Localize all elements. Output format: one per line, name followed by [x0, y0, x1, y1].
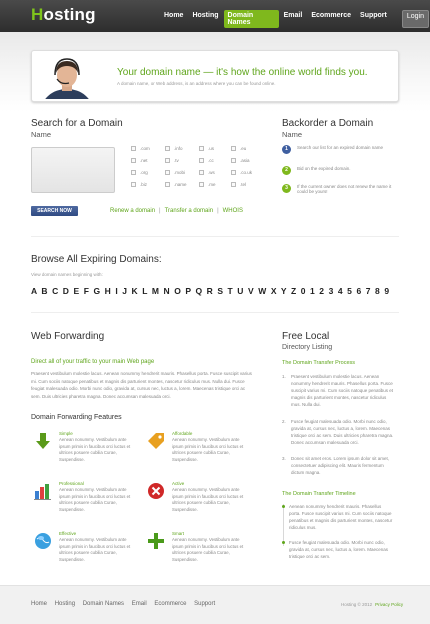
tld-checkbox-group: [131, 146, 261, 192]
tld-label: .ws: [208, 170, 215, 175]
browse-title: Browse All Expiring Domains:: [31, 254, 162, 265]
price-tag-icon: [146, 431, 166, 451]
search-title: Search for a Domain: [31, 118, 123, 129]
whois-link[interactable]: WHOIS: [222, 208, 243, 214]
search-subtitle: Name: [31, 130, 52, 139]
tld-option[interactable]: [165, 170, 185, 175]
main-nav: [160, 10, 430, 28]
tld-option[interactable]: [231, 146, 246, 151]
step-text: Search our list for an expired domain name: [297, 145, 384, 150]
feature-professional: [33, 481, 153, 521]
bar-chart-icon: [33, 481, 53, 501]
tld-label: .me: [208, 182, 216, 187]
footer-link-home[interactable]: Home: [31, 601, 48, 607]
nav-email[interactable]: Email: [283, 12, 303, 19]
transfer-process-title: The Domain Transfer Process: [282, 360, 356, 366]
tld-checkbox[interactable]: [165, 146, 170, 151]
site-logo[interactable]: [31, 5, 96, 25]
backorder-step: [282, 145, 392, 154]
tld-label: .net: [140, 158, 148, 163]
feature-description: Aenean nonummy. Vestibulum ante ipsum primis in faucibus orci luctus et ultrices posuere cubilia Curae, Suspendisse.: [172, 437, 244, 462]
feature-name: Effective: [59, 531, 77, 536]
privacy-policy-link[interactable]: Privacy Policy: [375, 602, 404, 607]
timeline-text: Aenean nonummy hendrerit mauris. Phasellus porta. Fusce suscipit varius mi. Cum sociis natoque penatibus et magnis dis parturient montes, nascetur ridiculus mus.: [289, 504, 393, 530]
support-operator-image: [37, 53, 97, 99]
globe-icon: [33, 531, 53, 551]
tld-checkbox[interactable]: [131, 182, 136, 187]
tld-option[interactable]: [165, 146, 183, 151]
tld-label: .biz: [140, 182, 148, 187]
web-forwarding-tagline: Direct all of your traffic to your main Web page: [31, 359, 155, 365]
banner-subtitle: A domain name, or Web address, is an address where you can be found online.: [117, 81, 276, 86]
process-number: 1.: [282, 374, 286, 379]
search-now-button[interactable]: SEARCH NOW: [31, 206, 78, 216]
tld-option[interactable]: [199, 170, 215, 175]
banner-title: Your domain name — it's how the online world finds you.: [117, 67, 368, 78]
tld-checkbox[interactable]: [231, 158, 236, 163]
tld-label: .mobi: [174, 170, 186, 175]
tld-option[interactable]: [231, 158, 250, 163]
feature-description: Aenean nonummy. Vestibulum ante ipsum primis in faucibus orci luctus et ultrices posuere cubilia Curae, Suspendisse.: [59, 437, 131, 462]
nav-home[interactable]: Home: [164, 12, 184, 19]
nav-support[interactable]: Support: [360, 12, 387, 19]
tld-checkbox[interactable]: [131, 158, 136, 163]
feature-name: Professional: [59, 481, 84, 486]
tld-option[interactable]: [165, 158, 179, 163]
timeline-dot: [282, 505, 285, 508]
feature-name: Simple: [59, 431, 73, 436]
feature-simple: [33, 431, 153, 471]
step-number-badge: 3: [282, 184, 291, 193]
nav-domain-names[interactable]: Domain Names: [224, 10, 279, 28]
step-text: Bid on the expired domain.: [297, 166, 351, 171]
tld-option[interactable]: [131, 182, 147, 187]
feature-name: Affordable: [172, 431, 193, 436]
tld-label: .eu: [240, 146, 247, 151]
tld-checkbox[interactable]: [165, 170, 170, 175]
feature-effective: [33, 531, 153, 571]
tld-option[interactable]: [199, 182, 216, 187]
free-local-title: Free Local: [282, 331, 330, 342]
tld-checkbox[interactable]: [165, 182, 170, 187]
process-number: 3.: [282, 456, 286, 461]
transfer-timeline-title: The Domain Transfer Timeline: [282, 491, 356, 497]
plus-icon: [146, 531, 166, 551]
copyright: [341, 602, 403, 607]
step-number-badge: 1: [282, 145, 291, 154]
timeline-text: Fusce feugiat malesuada odio. Morbi nunc odio, gravida at, cursus nec, luctus a, lorem. Maecenas tristique orci ac sem.: [289, 540, 389, 559]
footer-nav: [31, 601, 221, 607]
tld-option[interactable]: [131, 170, 148, 175]
step-text: If the current owner does not renew the name it could be yours!: [297, 184, 392, 194]
footer-link-email[interactable]: Email: [131, 601, 147, 607]
alphabet-links[interactable]: A B C D E F G H I J K L M N O P Q R S T U V W X Y Z 0 1 2 3 4 5 6 7 8 9: [31, 286, 391, 296]
backorder-step: [282, 166, 392, 175]
tld-label: .info: [174, 146, 183, 151]
logo-text: osting: [43, 5, 96, 24]
tld-checkbox[interactable]: [199, 170, 204, 175]
tld-checkbox[interactable]: [165, 158, 170, 163]
domain-search-input[interactable]: [31, 147, 115, 193]
backorder-step: [282, 184, 392, 194]
tld-option[interactable]: [165, 182, 187, 187]
tld-option[interactable]: [131, 158, 148, 163]
renew-domain-link[interactable]: Renew a domain: [110, 208, 156, 214]
feature-description: Aenean nonummy. Vestibulum ante ipsum primis in faucibus orci luctus et ultrices posuere cubilia Curae, Suspendisse.: [172, 537, 244, 562]
footer-link-domain-names[interactable]: Domain Names: [82, 601, 125, 607]
tld-label: .name: [174, 182, 187, 187]
tld-checkbox[interactable]: [199, 182, 204, 187]
tld-option[interactable]: [199, 158, 214, 163]
tld-option[interactable]: [199, 146, 214, 151]
login-button[interactable]: Login: [402, 10, 429, 28]
browse-subtitle: View domain names beginning with:: [31, 272, 103, 277]
section-divider: [31, 236, 399, 237]
free-local-subtitle: Directory Listing: [282, 344, 333, 351]
timeline-line: [283, 504, 284, 546]
nav-hosting[interactable]: Hosting: [192, 12, 219, 19]
step-number-badge: 2: [282, 166, 291, 175]
tld-label: .cc: [208, 158, 214, 163]
process-text: Praesent vestibulum molestie lacus. Aenean nonummy hendrerit mauris. Phasellus porta. Fusce suscipit varius mi. Cum sociis natoque penatibus et magnis dis parturient montes, nascetur ridiculus mus. Nulla dui.: [291, 374, 394, 407]
tld-label: .asia: [240, 158, 250, 163]
tld-checkbox[interactable]: [231, 182, 236, 187]
download-arrow-icon: [33, 431, 53, 451]
tld-label: .tv: [174, 158, 179, 163]
tld-checkbox[interactable]: [199, 146, 204, 151]
tld-label: .com: [140, 146, 150, 151]
timeline-dot: [282, 541, 285, 544]
tld-checkbox[interactable]: [131, 170, 136, 175]
feature-name: Smart: [172, 531, 185, 536]
process-text: Fusce feugiat malesuada odio. Morbi nunc odio, gravida at, cursus nec, luctus a, lorem. Maecenas tristique orci ac sem. Duis ultricies pharetra magna. Donec accumsan malesuada orci.: [291, 419, 394, 445]
backorder-title: Backorder a Domain: [282, 118, 374, 129]
feature-description: Aenean nonummy. Vestibulum ante ipsum primis in faucibus orci luctus et ultrices posuere cubilia Curae, Suspendisse.: [172, 487, 244, 512]
tld-label: .co.uk: [240, 170, 253, 175]
footer-link-ecommerce[interactable]: Ecommerce: [154, 601, 187, 607]
transfer-domain-link[interactable]: Transfer a domain: [164, 208, 214, 214]
feature-affordable: [146, 431, 266, 471]
web-forwarding-paragraph: Praesent vestibulum molestie lacus. Aenean nonummy hendrerit mauris. Phasellus porta. Fusce suscipit varius mi. Cum sociis natoque penatibus et magnis dis parturient montes, nascetur ridiculus mus. Nulla dui. Fusce feugiat malesuada odio. Morbi nunc odio, gravida at, cursus nec, luctus a, lorem. Maecenas tristique orci ac sem. Duis ultricies pharetra magna. Donec accumsan malesuada orci.: [31, 371, 252, 399]
close-circle-icon: [146, 481, 166, 501]
tld-label: .us: [208, 146, 215, 151]
tld-label: .tel: [240, 182, 247, 187]
feature-description: Aenean nonummy. Vestibulum ante ipsum primis in faucibus orci luctus et ultrices posuere cubilia Curae, Suspendisse.: [59, 487, 131, 512]
tld-checkbox[interactable]: [199, 158, 204, 163]
web-forwarding-title: Web Forwarding: [31, 331, 105, 342]
feature-smart: [146, 531, 266, 571]
tld-label: .org: [140, 170, 148, 175]
feature-active: [146, 481, 266, 521]
copyright-text: Hosting © 2012: [341, 602, 373, 607]
nav-ecommerce[interactable]: Ecommerce: [311, 12, 352, 19]
process-number: 2.: [282, 419, 286, 424]
domain-links: Renew a domain | Transfer a domain | WHOIS: [110, 208, 243, 214]
tld-checkbox[interactable]: [131, 146, 136, 151]
tld-option[interactable]: [231, 182, 246, 187]
tld-option[interactable]: [231, 170, 252, 175]
tld-checkbox[interactable]: [231, 146, 236, 151]
section-divider: [31, 312, 399, 313]
feature-description: Aenean nonummy. Vestibulum ante ipsum primis in faucibus orci luctus et ultrices posuere cubilia Curae, Suspendisse.: [59, 537, 131, 562]
footer-link-hosting[interactable]: Hosting: [54, 601, 76, 607]
backorder-subtitle: Name: [282, 130, 303, 139]
tld-checkbox[interactable]: [231, 170, 236, 175]
process-text: Donec sit amet eros. Lorem ipsum dolor sit amet, consectetuer adipiscing elit. Mauris fermentum dictum magna.: [291, 456, 390, 475]
footer-link-support[interactable]: Support: [194, 601, 216, 607]
feature-name: Active: [172, 481, 185, 486]
logo-initial: H: [31, 5, 44, 24]
tld-option[interactable]: [131, 146, 150, 151]
features-title: Domain Forwarding Features: [31, 414, 122, 421]
